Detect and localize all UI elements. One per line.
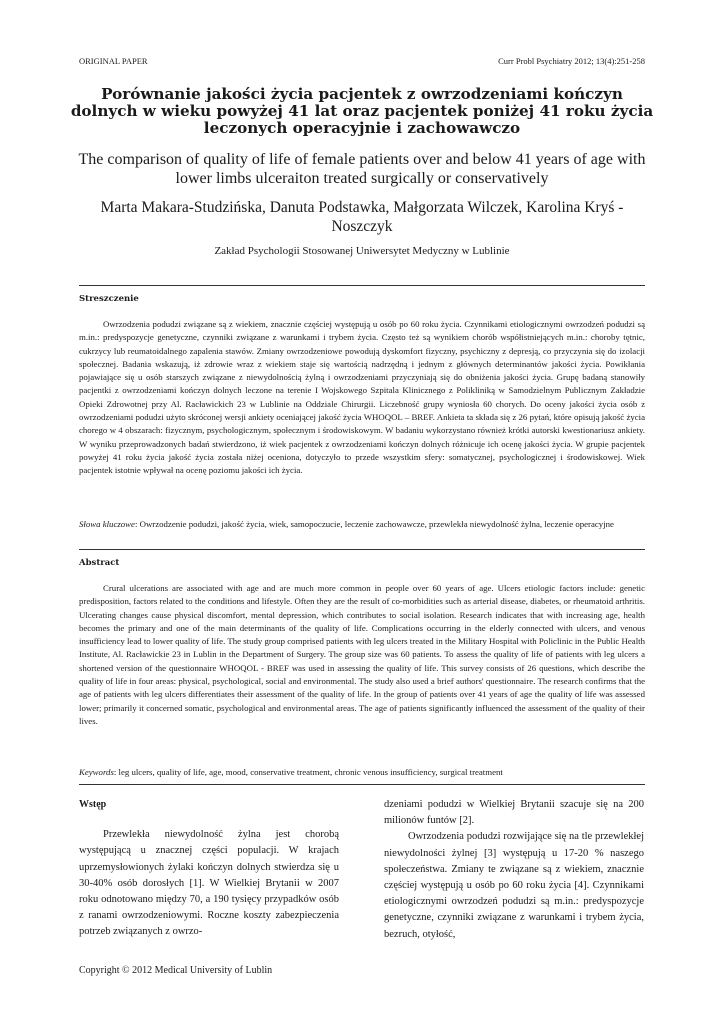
divider-abstract bbox=[79, 549, 645, 550]
affiliation: Zakład Psychologii Stosowanej Uniwersytet Medyczny w Lublinie bbox=[214, 245, 510, 257]
body-column-left bbox=[79, 797, 339, 941]
divider-body bbox=[79, 784, 645, 785]
abstract-heading: Abstract bbox=[79, 558, 120, 568]
keywords-values: : leg ulcers, quality of life, age, mood, conservative treatment, chronic venous insufficiency, surgical treatment bbox=[113, 767, 503, 777]
title-polish: Porównanie jakości życia pacjentek z owrzodzeniami kończyn dolnych w wieku powyżej 41 lat oraz pacjentek poniżej 41 roku życia leczonych operacyjnie i zachowawczo bbox=[70, 85, 654, 137]
journal-section-label: ORIGINAL PAPER bbox=[79, 56, 148, 66]
streszczenie-heading: Streszczenie bbox=[79, 294, 139, 304]
keywords bbox=[79, 766, 645, 779]
journal-citation: Curr Probl Psychiatry 2012; 13(4):251-258 bbox=[498, 56, 645, 66]
divider-top bbox=[79, 285, 645, 286]
body-column-right bbox=[384, 797, 644, 943]
title-english: The comparison of quality of life of female patients over and below 41 years of age with lower limbs ulceraiton treated surgically or conservatively bbox=[78, 151, 646, 187]
streszczenie-text: Owrzodzenia podudzi związane są z wiekiem, znacznie częściej występują u osób po 60 roku życia. Czynnikami etiologicznymi owrzodzeń podudzi są m.in.: predyspozycje genetyczne, czynniki związane z warunkami i trybem życia. Często też są wynikiem chorób współistniejących m.in.: choroby tętnic, cukrzycy lub reumatoidalnego zapalenia stawów. Zmiany owrzodzeniowe powodują dyskomfort fizyczny, psychiczny z depresją, co przyczynia się do izolacji społecznej. Badania wskazują, iż zdrowie wraz z wiekiem staje się wartością nadrzędną i jednym z głównych determinantów jakości życia. Powikłania pojawiające się u osób starszych związane z niewydolnością żylną i owrzodzeniami przyczyniają się do obniżenia jakości życia. Grupę badaną stanowiły pacjentki z owrzodzeniami kończyn dolnych leczone na terenie I Wojskowego Szpitala Klinicznego z Polikliniką w Samodzielnym Publicznym Zakładzie Opieki Zdrowotnej przy Al. Racławickich 23 w Lublinie na Oddziale Chirurgii. Liczebność grupy wyniosła 60 chorych. Do oceny jakości życia osób z owrzodzeniami podudzi użyto skróconej wersji ankiety oceniającej jakość życia WHOQOL – BREF. Ankieta ta składa się z 26 pytań, które opisują jakość życia chorego w 4 obszarach: fizycznym, psychologicznym, społecznym i środowiskowym. W badaniu wykorzystano również krótki autorski kwestionariusz ankiety. W wyniku przeprowadzonych badań stwierdzono, iż wiek pacjentek z owrzodzeniami kończyn dolnych różnicuje ich ocenę jakości życia. W grupie pacjentek powyżej 41 roku życia jakość życia została niżej oceniona, dotyczyło to przede wszystkim sfery: somatycznej, psychologicznej i środowiskowej. Wiek pacjentek istotnie wpływał na ocenę poziomu jakości ich życia. bbox=[79, 319, 645, 476]
slowa-kluczowe-values: : Owrzodzenie podudzi, jakość życia, wiek, samopoczucie, leczenie zachowawcze, przewlekła niewydolność żylna, leczenie operacyjne bbox=[134, 519, 614, 529]
slowa-kluczowe bbox=[79, 518, 645, 531]
keywords-label: Keywords bbox=[79, 767, 114, 777]
authors: Marta Makara-Studzińska, Danuta Podstawka, Małgorzata Wilczek, Karolina Kryś - Noszczyk bbox=[100, 199, 624, 235]
wstep-paragraph-2: Owrzodzenia podudzi rozwijające się na tle przewlekłej niewydolności żylnej [3] występują u 17-20 % naszego społeczeństwa. Zmiany te związane są z wiekiem, znacznie częściej występują u osób po 60 roku życia [4]. Czynnikami etiologicznymi owrzodzeń podudzi są m.in.: predyspozycje genetyczne, czynniki związane z warunkami i trybem życia, bezruch, otyłość, bbox=[384, 831, 644, 940]
wstep-paragraph-1: Przewlekła niewydolność żylna jest chorobą występującą u znacznej części populacji. W krajach uprzemysłowionych żylaki kończyn dolnych stwierdza się u 30-40% osób dorosłych [1]. W Wielkiej Brytanii w 2007 roku odnotowano między 70, a 190 tysięcy przypadków osób z ranami owrzodzeniowymi. Roczne koszty zabezpieczenia potrzeb związanych z owrzo- bbox=[79, 829, 339, 938]
wstep-paragraph-continued: dzeniami podudzi w Wielkiej Brytanii szacuje się na 200 milionów funtów [2]. bbox=[384, 799, 644, 827]
abstract-text: Crural ulcerations are associated with age and are much more common in people over 60 years of age. Ulcers etiologic factors include: genetic predisposition, factors related to the conditions and lifestyle. Often they are the result of co-morbidities such as arterial disease, diabetes, or rheumatoid arthritis. Ulcerating changes cause physical discomfort, mental depression, which contributes to social isolation. Research indicates that with increasing age, health becomes the primary and one of the main determinants of the quality of life. Complications occurring in the elderly connected with ulcers, and venous insufficiency lead to lower quality of life. The study group comprised patients with leg ulcers treated in the Military Hospital with Policlinic in the Public Health Institute, Al. Racławickie 23 in Lublin in the Department of Surgery. The group size was 60 patients. To assess the quality of life of patients with leg ulcers a shortened version of the questionnaire WHOQOL - BREF was used in assessing the quality of life. This survey consists of 26 questions, which describe the quality of life in four areas: physical, psychological, social and environmental. The study also used a brief authors' questionnaire. The research confirms that the age of patients with leg ulcers differentiates their assessment of the quality of life. In the group of patients over 41 years of age the quality of life was assessed lower; primarily it concerned somatic, psychological and environmental areas. The age of patients significantly influenced the assessment of the quality of their lives. bbox=[79, 583, 645, 726]
copyright-footer: Copyright © 2012 Medical University of Lublin bbox=[79, 965, 273, 976]
wstep-heading: Wstęp bbox=[79, 799, 107, 810]
slowa-kluczowe-label: Słowa kluczowe bbox=[79, 519, 135, 529]
